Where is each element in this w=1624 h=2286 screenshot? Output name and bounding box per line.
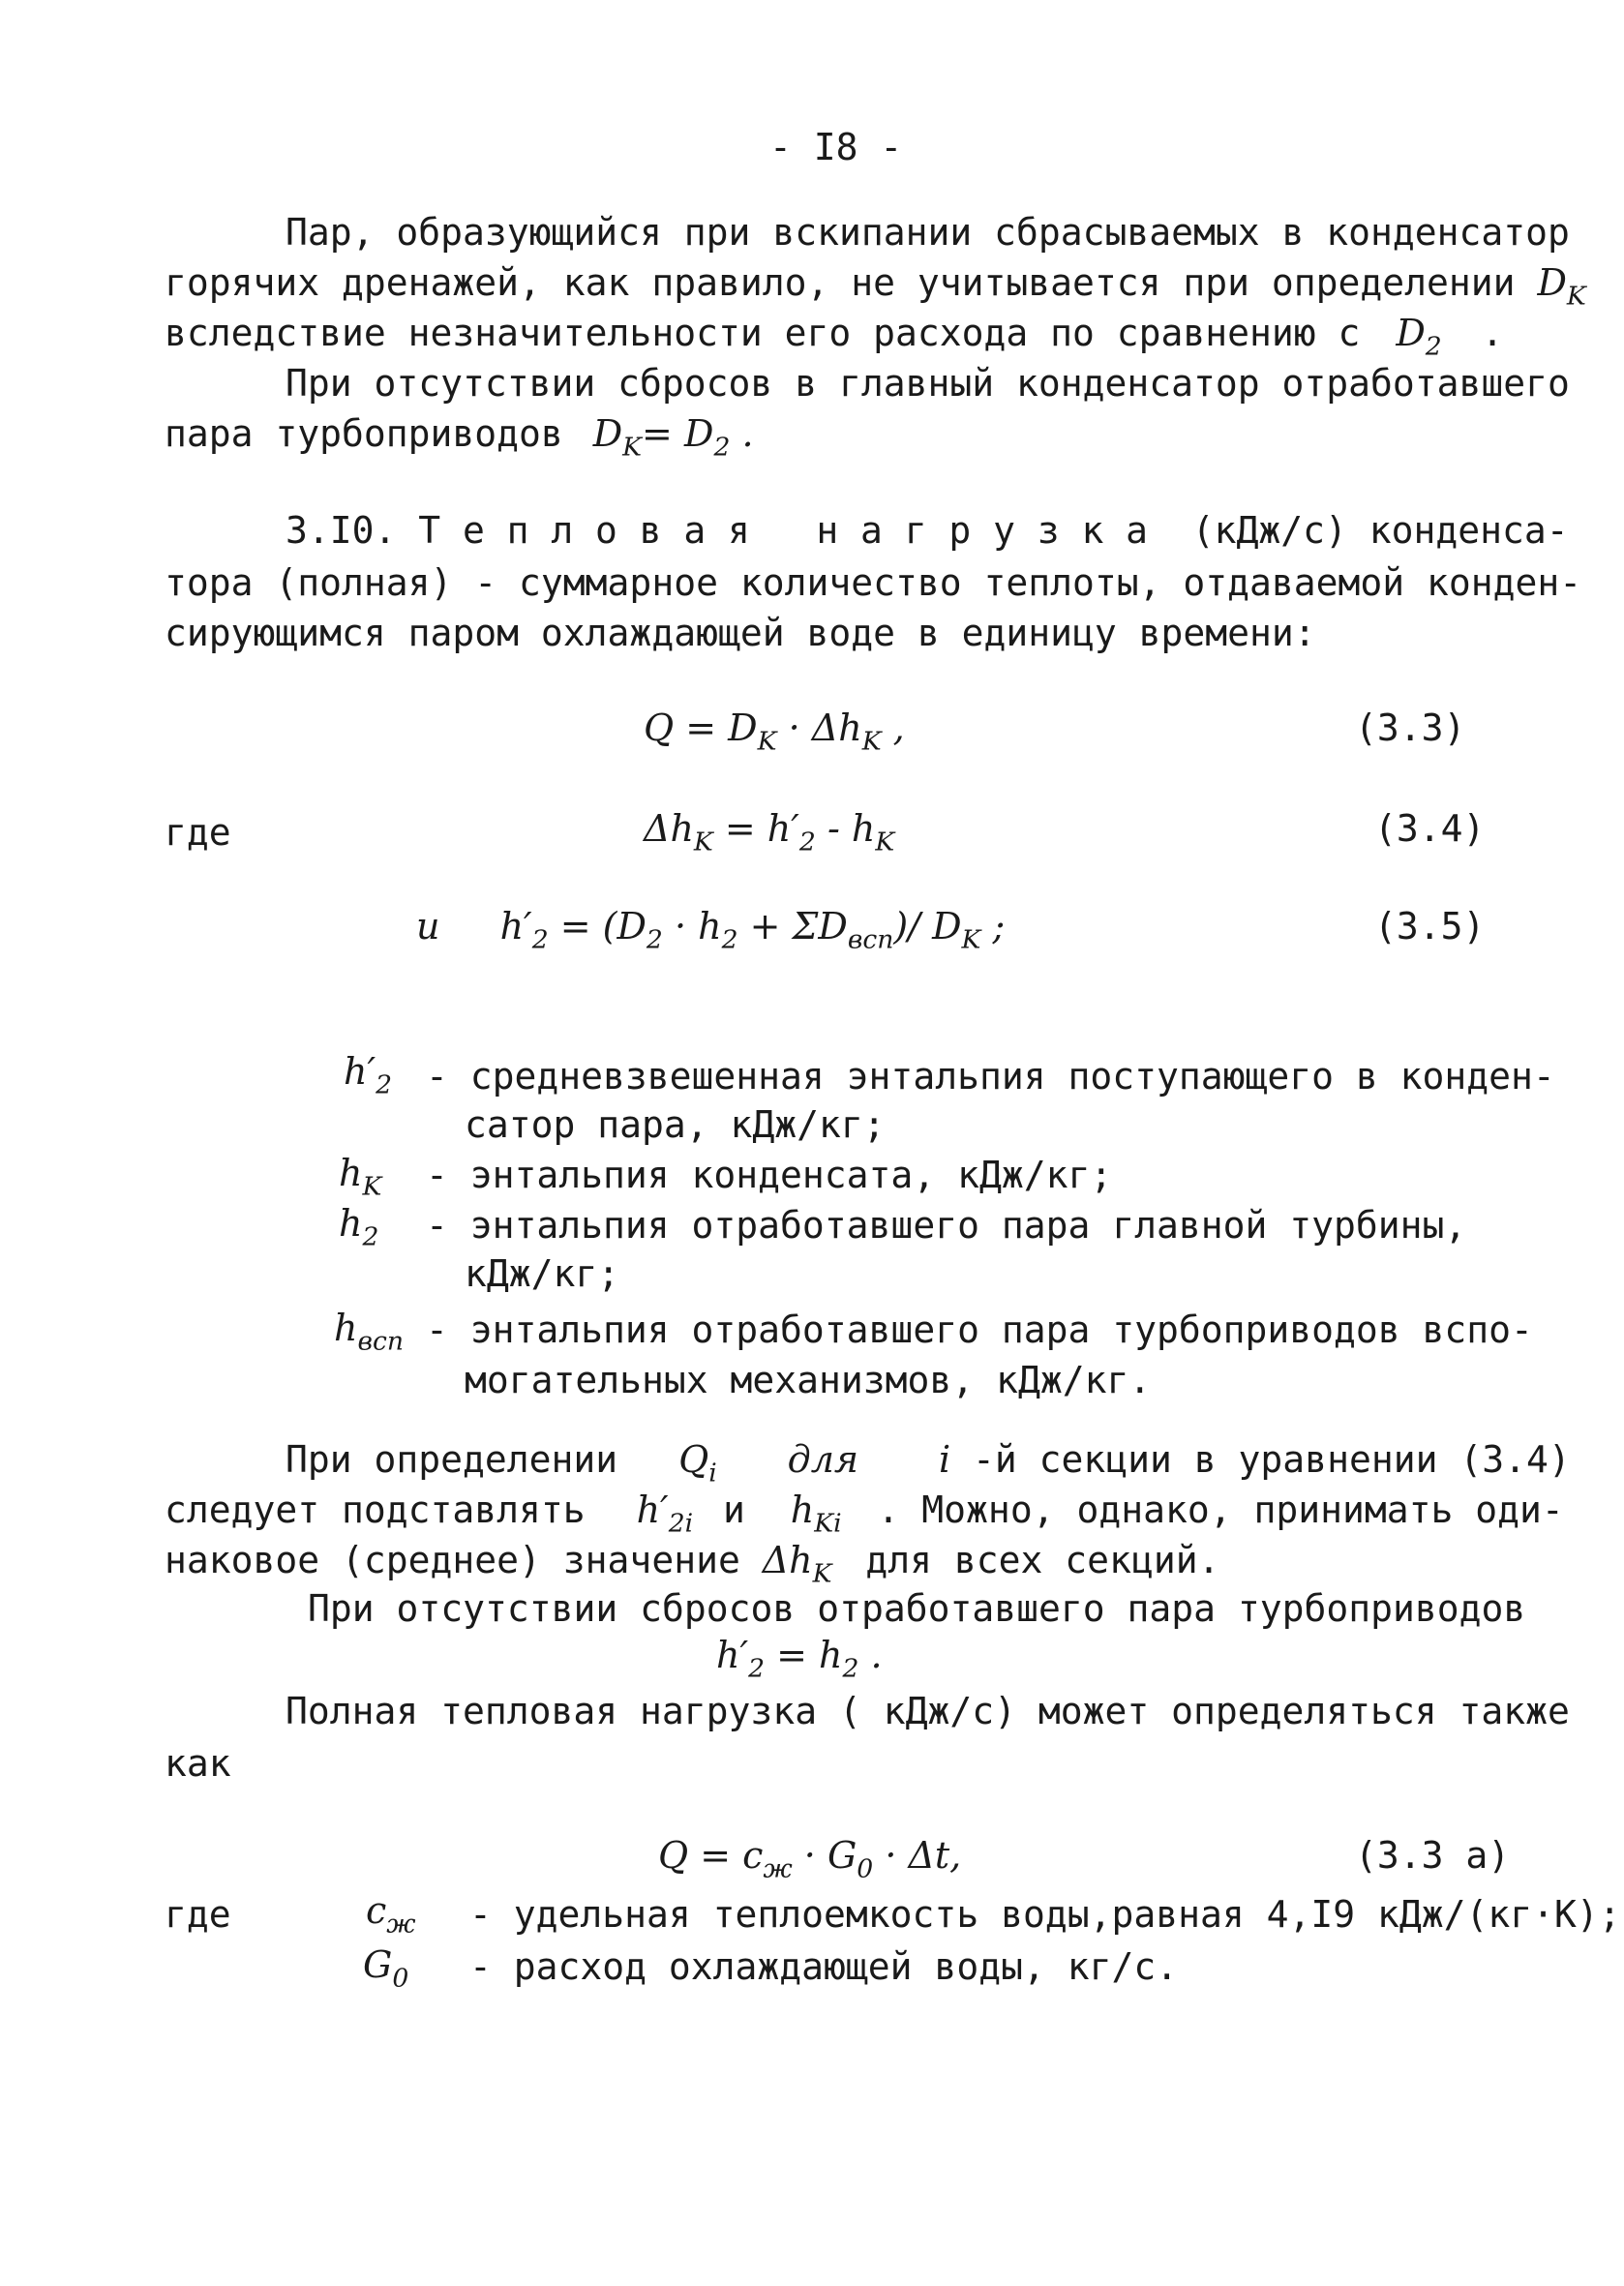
symbol-dk: $D_K$: [1537, 261, 1586, 312]
def-symbol-hvsp: $h_{всп}$: [334, 1307, 404, 1357]
def-text-4: - энтальпия отработавшего пара турбоприводов вспо-: [426, 1308, 1533, 1351]
intro-line-2: горячих дренажей, как правило, не учитывается при определении $D_K$: [165, 261, 1586, 312]
para2-line-3: наковое (среднее) значение $\Delta h_K$ для всех секций.: [165, 1539, 1220, 1589]
formula-3-3a-number: (3.3 а): [1355, 1834, 1511, 1877]
formula-3-4-number: (3.4): [1374, 807, 1486, 850]
symbol-d2: $D_2$: [1396, 312, 1442, 362]
def-symbol-h2: $h_2$: [339, 1202, 379, 1252]
formula-3-4: $\Delta h_K = h'_2 - h_K$: [644, 807, 895, 857]
intro-line-4: При отсутствии сбросов в главный конденсатор отработавшего: [286, 362, 1570, 405]
where-label-1: где: [165, 811, 231, 854]
formula-3-5: и $h'_2 = (D_2 \cdot h_2 + \Sigma D_{всп})/$ $D_K$ ;: [416, 905, 1006, 955]
def-text-1: - средневзвешенная энтальпия поступающего в конден-: [426, 1055, 1555, 1098]
def-cw: - удельная теплоемкость воды,равная 4,I9 кДж/(кг·К);: [469, 1893, 1621, 1936]
formula-3-3-number: (3.3): [1355, 707, 1466, 749]
def-text-3: - энтальпия отработавшего пара главной турбины,: [426, 1204, 1467, 1247]
para3-formula: $h'_2 = h_2$ .: [716, 1634, 883, 1684]
eq-dk-d2: $D_K= D_2$ .: [592, 412, 754, 463]
section-term: Тепловая нагрузка: [418, 509, 1170, 552]
def-g0: - расход охлаждающей воды, кг/с.: [469, 1945, 1179, 1988]
def-symbol-hk: $h_K$: [339, 1152, 382, 1202]
page-number: - I8 -: [769, 126, 903, 168]
symbol-cw: $c_ж$: [366, 1889, 416, 1940]
def-text-3b: кДж/кг;: [465, 1252, 620, 1295]
section-line-3: сирующимся паром охлаждающей воде в единицу времени:: [165, 612, 1316, 654]
section-heading: 3.I0. Тепловая нагрузка (кДж/с) конденса-: [286, 509, 1569, 552]
intro-line-3: вследствие незначительности его расхода по сравнению с $D_2$ .: [165, 312, 1504, 362]
formula-3-5-number: (3.5): [1374, 905, 1486, 947]
para3-line-1: При отсутствии сбросов отработавшего пара турбоприводов: [308, 1587, 1526, 1630]
formula-3-3a: $Q = c_ж \cdot G_0 \cdot \Delta t$,: [658, 1834, 962, 1884]
def-text-4b: могательных механизмов, кДж/кг.: [465, 1359, 1152, 1401]
intro-line-5: пара турбоприводов $D_K= D_2$ .: [165, 412, 754, 463]
symbol-g0: $G_0$: [363, 1943, 409, 1994]
para2-line-2: следует подставлять $h'_{2i}$ и $h_{Ki}$ . Можно, однако, принимать оди-: [165, 1489, 1564, 1539]
def-symbol-h2prime: $h'_2$: [344, 1050, 393, 1100]
para4-line-1: Полная тепловая нагрузка ( кДж/с) может определяться также: [286, 1690, 1570, 1732]
formula-3-3: $Q = D_K \cdot \Delta h_K$ ,: [644, 707, 905, 757]
para2-line-1: При определении $Q_i$ для i -й секции в уравнении (3.4): [286, 1438, 1571, 1489]
def-text-2: - энтальпия конденсата, кДж/кг;: [426, 1154, 1113, 1196]
section-line-2: тора (полная) - суммарное количество теплоты, отдаваемой конден-: [165, 561, 1582, 604]
intro-line-1: Пар, образующийся при вскипании сбрасываемых в конденсатор: [286, 211, 1570, 254]
def-text-1b: сатор пара, кДж/кг;: [465, 1103, 886, 1146]
where-label-2: где: [165, 1893, 231, 1936]
para4-line-2: как: [165, 1742, 231, 1785]
